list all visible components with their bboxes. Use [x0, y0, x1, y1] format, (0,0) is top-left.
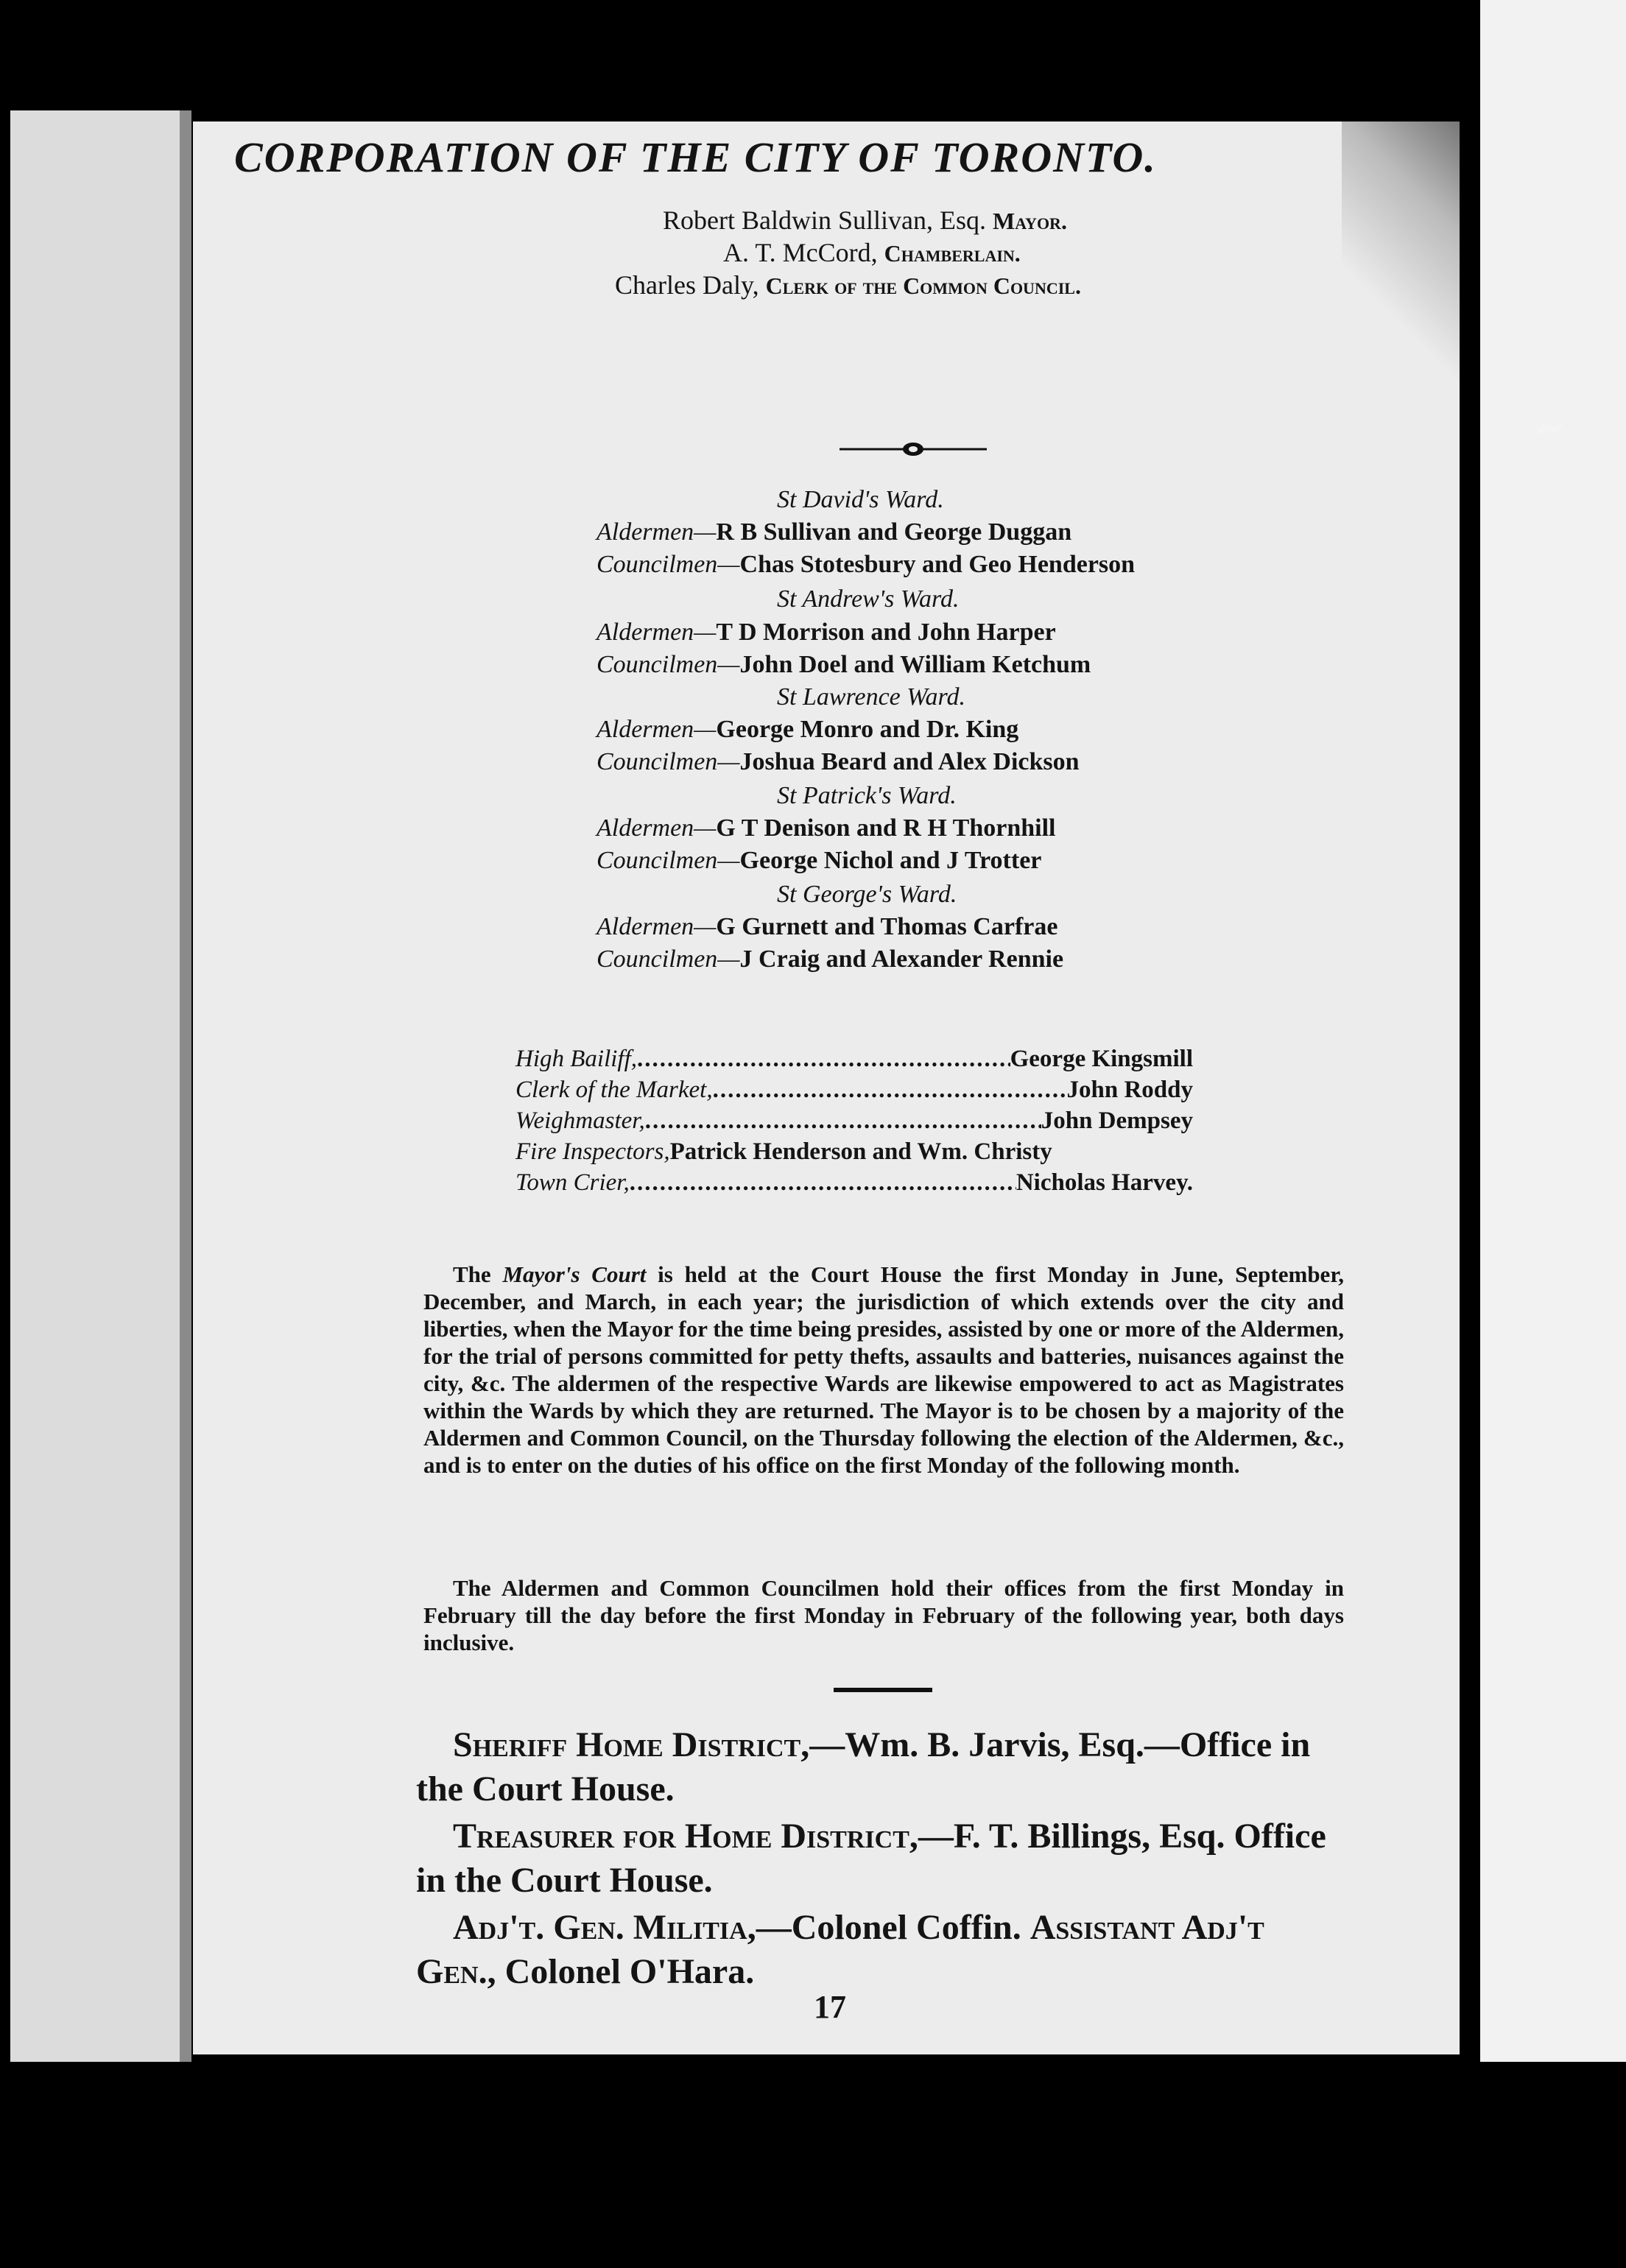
aldermen-line: Aldermen—T D Morrison and John Harper: [596, 619, 1056, 646]
officer-name: A. T. McCord,: [723, 238, 884, 267]
office-row: Weighmaster, ..... John Dempsey: [515, 1107, 1193, 1135]
ink-speck: [1535, 416, 1565, 438]
aldermen-line: Aldermen—G T Denison and R H Thornhill: [596, 814, 1056, 842]
councilmen-line: Councilmen—Chas Stotesbury and Geo Henderson: [596, 551, 1136, 578]
binding-fold: [180, 110, 191, 2062]
mayors-court-paragraph: The Mayor's Court is held at the Court House the first Monday in June, September, December, and March, in each year; the jurisdiction of which extends over the city and liberties, when the Mayor for the time being presides, assisted by one or more of the Aldermen, for the trial of persons committed for petty thefts, assaults and batteries, nuisances against the city, &c. The aldermen of the respective Wards are likewise empowered to act as Magistrates within the Wards by which they are returned. The Mayor is to be chosen by a majority of the Aldermen and Common Council, on the Thursday following the election of the Aldermen, &c., and is to enter on the duties of his office on the first Monday of the following month.: [423, 1261, 1344, 1478]
aldermen-line: Aldermen—R B Sullivan and George Duggan: [596, 518, 1072, 546]
clerk-line: [615, 270, 1081, 300]
office-row: Fire Inspectors, Patrick Henderson and Wm. Christy: [515, 1138, 1052, 1165]
page-heading: CORPORATION OF THE CITY OF TORONTO.: [234, 133, 1157, 181]
term-of-office-paragraph: The Aldermen and Common Councilmen hold their offices from the first Monday in February till the day before the first Monday in February of the following year, both days inclusive.: [423, 1575, 1344, 1655]
ward-title: St Andrew's Ward.: [777, 585, 960, 613]
officer-name: Charles Daly,: [615, 270, 766, 300]
officer-role: Mayor.: [992, 208, 1067, 234]
ward-title: St Patrick's Ward.: [777, 782, 957, 809]
councilmen-line: Councilmen—George Nichol and J Trotter: [596, 847, 1042, 874]
office-row: Town Crier, ..... Nicholas Harvey.: [515, 1169, 1193, 1197]
section-rule: [834, 1688, 932, 1692]
ward-title: St George's Ward.: [777, 881, 957, 908]
adjutant-notice: Adj't. Gen. Militia,—Colonel Coffin. Assistant Adj't Gen., Colonel O'Hara.: [416, 1908, 1264, 1991]
councilmen-line: Councilmen—John Doel and William Ketchum: [596, 651, 1091, 678]
officer-role: Clerk of the Common Council.: [765, 272, 1081, 299]
page-number: 17: [814, 1989, 846, 2025]
mayor-line: [663, 205, 1067, 236]
right-margin-strip: [1480, 0, 1626, 2062]
facing-page-edge: [10, 110, 187, 2062]
ward-title: St Lawrence Ward.: [777, 683, 965, 711]
sheriff-notice: Sheriff Home District,—Wm. B. Jarvis, Esq.—Office in the Court House.: [416, 1725, 1311, 1809]
ornament-divider: [840, 442, 987, 457]
officer-role: Chamberlain.: [884, 240, 1021, 267]
aldermen-line: Aldermen—G Gurnett and Thomas Carfrae: [596, 913, 1058, 940]
ward-title: St David's Ward.: [777, 486, 944, 513]
treasurer-notice: Treasurer for Home District,—F. T. Billings, Esq. Office in the Court House.: [416, 1817, 1326, 1900]
officer-name: Robert Baldwin Sullivan, Esq.: [663, 205, 993, 235]
chamberlain-line: [723, 237, 1021, 268]
councilmen-line: Councilmen—Joshua Beard and Alex Dickson: [596, 748, 1080, 775]
councilmen-line: Councilmen—J Craig and Alexander Rennie: [596, 945, 1064, 973]
office-row: High Bailiff, ..... George Kingsmill: [515, 1046, 1193, 1073]
office-row: Clerk of the Market, ..... John Roddy: [515, 1077, 1193, 1104]
aldermen-line: Aldermen—George Monro and Dr. King: [596, 716, 1019, 743]
